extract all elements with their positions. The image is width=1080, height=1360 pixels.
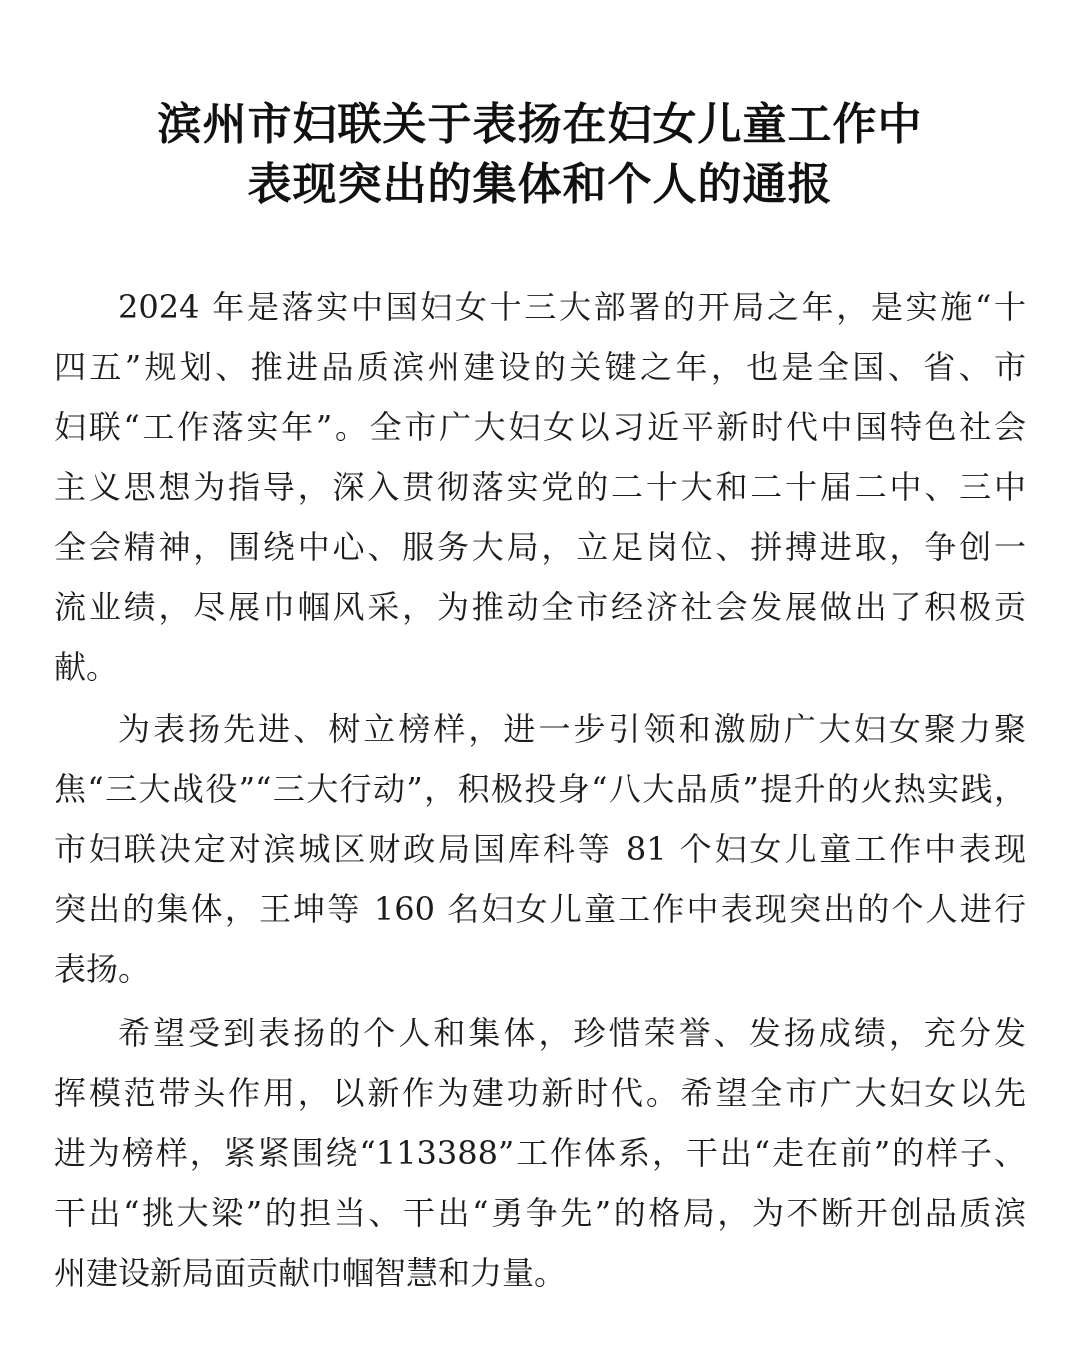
paragraph-line: 2024 年是落实中国妇女十三大部署的开局之年，是实施“十 bbox=[118, 288, 1026, 326]
paragraph-line: 流业绩，尽展巾帼风采，为推动全市经济社会发展做出了积极贡 bbox=[54, 588, 1026, 626]
paragraph-line: 为表扬先进、树立榜样，进一步引领和激励广大妇女聚力聚 bbox=[118, 710, 1026, 748]
paragraph-line: 焦“三大战役”“三大行动”，积极投身“八大品质”提升的火热实践， bbox=[54, 770, 1026, 808]
paragraph-line: 四五”规划、推进品质滨州建设的关键之年，也是全国、省、市 bbox=[54, 348, 1026, 386]
paragraph-line: 州建设新局面贡献巾帼智慧和力量。 bbox=[54, 1254, 567, 1292]
document-title-line-2: 表现突出的集体和个人的通报 bbox=[247, 159, 833, 210]
paragraph-line: 献。 bbox=[54, 648, 119, 686]
document-title-line-1: 滨州市妇联关于表扬在妇女儿童工作中 bbox=[157, 99, 923, 150]
paragraph-line: 干出“挑大梁”的担当、干出“勇争先”的格局，为不断开创品质滨 bbox=[54, 1194, 1026, 1232]
paragraph-line: 突出的集体，王坤等 160 名妇女儿童工作中表现突出的个人进行 bbox=[54, 890, 1026, 928]
paragraph-line: 妇联“工作落实年”。全市广大妇女以习近平新时代中国特色社会 bbox=[54, 408, 1026, 446]
paragraph-line: 进为榜样，紧紧围绕“113388”工作体系，干出“走在前”的样子、 bbox=[54, 1134, 1026, 1172]
paragraph-line: 表扬。 bbox=[54, 950, 151, 988]
paragraph-line: 全会精神，围绕中心、服务大局，立足岗位、拼搏进取，争创一 bbox=[54, 528, 1026, 566]
paragraph-line: 主义思想为指导，深入贯彻落实党的二十大和二十届二中、三中 bbox=[54, 468, 1026, 506]
paragraph-line: 希望受到表扬的个人和集体，珍惜荣誉、发扬成绩，充分发 bbox=[118, 1014, 1026, 1052]
paragraph-line: 挥模范带头作用，以新作为建功新时代。希望全市广大妇女以先 bbox=[54, 1074, 1026, 1112]
paragraph-line: 市妇联决定对滨城区财政局国库科等 81 个妇女儿童工作中表现 bbox=[54, 830, 1026, 868]
